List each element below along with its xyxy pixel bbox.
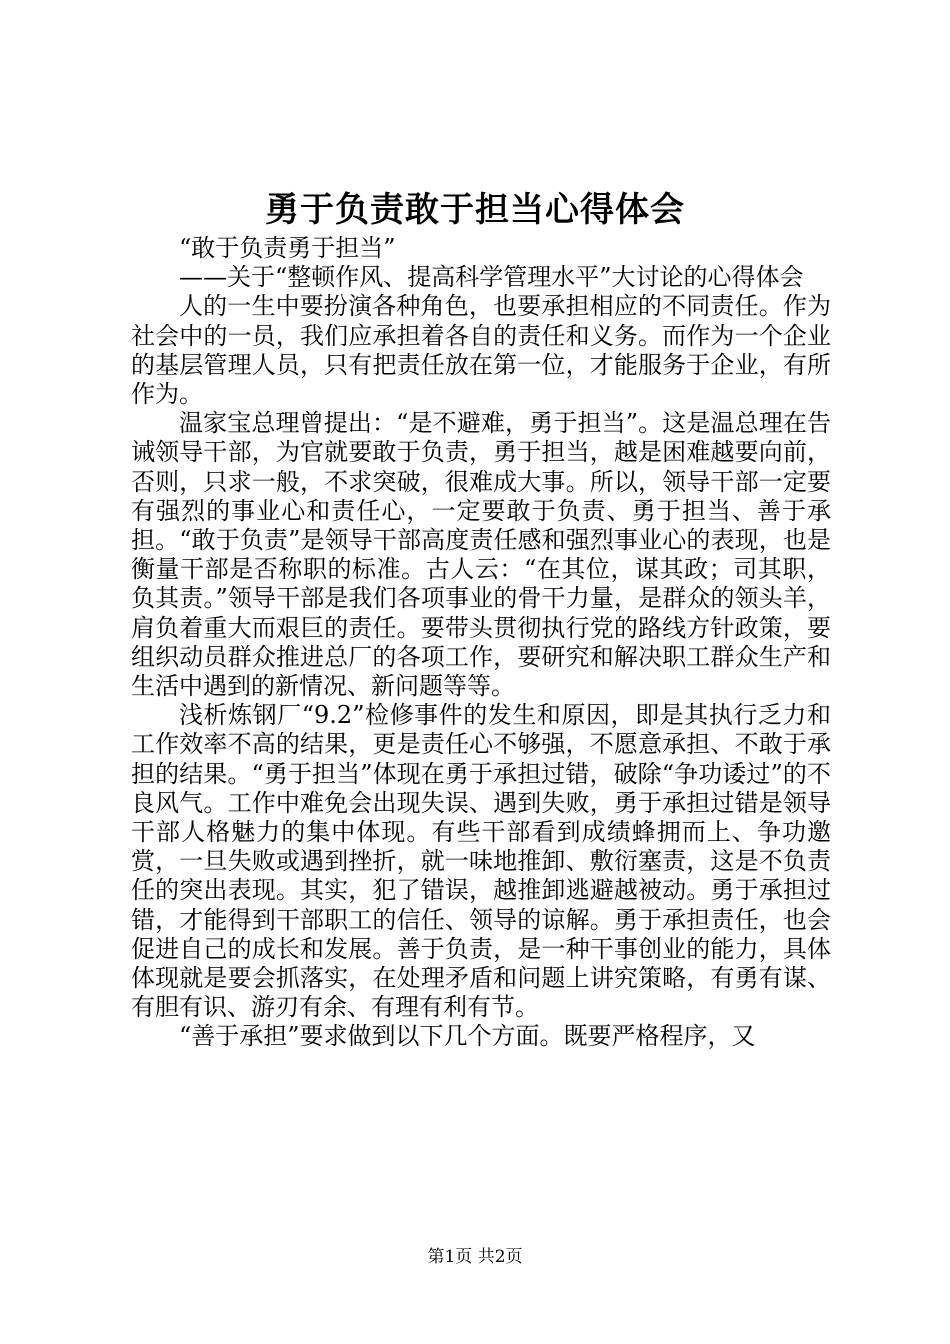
subtitle-quote: “敢于负责勇于担当” xyxy=(179,234,396,262)
paragraph-3: 浅析炼钢厂“9.2”检修事件的发生和原因，即是其执行乏力和工作效率不高的结果，更是责任心不够强，不愿意承担、不敢于承担的结果。“勇于担当”体现在勇于承担过错，破除“争功诿过”的不良风气。工作中难免会出现失误、遇到失败，勇于承担过错是领导干部人格魅力的集中体现。有些干部看到成绩蜂拥而上、争功邀赏，一旦失败或遇到挫折，就一味地推卸、敷衍塞责，这是不负责任的突出表现。其实，犯了错误，越推卸逃避越被动。勇于承担过错，才能得到干部职工的信任、领导的谅解。勇于承担责任，也会促进自己的成长和发展。善于负责，是一种干事创业的能力，具体体现就是要会抓落实，在处理矛盾和问题上讲究策略，有勇有谋、有胆有识、游刃有余、有理有利有节。 xyxy=(131,701,831,1022)
paragraph-1: 人的一生中要扮演各种角色，也要承担相应的不同责任。作为社会中的一员，我们应承担着各自的责任和义务。而作为一个企业的基层管理人员，只有把责任放在第一位，才能服务于企业，有所作为。 xyxy=(131,292,831,409)
document-title: 勇于负责敢于担当心得体会 xyxy=(265,190,685,230)
page-footer: 第1页 共2页 xyxy=(427,1247,523,1267)
document-body xyxy=(131,234,831,1052)
paragraph-2: 温家宝总理曾提出：“是不避难，勇于担当”。这是温总理在告诫领导干部，为官就要敢于负责，勇于担当，越是困难越要向前，否则，只求一般，不求突破，很难成大事。所以，领导干部一定要有强烈的事业心和责任心，一定要敢于负责、勇于担当、善于承担。“敢于负责”是领导干部高度责任感和强烈事业心的表现，也是衡量干部是否称职的标准。古人云：“在其位，谋其政；司其职，负其责。”领导干部是我们各项事业的骨干力量，是群众的领头羊，肩负着重大而艰巨的责任。要带头贯彻执行党的路线方针政策，要组织动员群众推进总厂的各项工作，要研究和解决职工群众生产和生活中遇到的新情况、新问题等等。 xyxy=(131,409,831,701)
subtitle-line: ——关于“整顿作风、提高科学管理水平”大讨论的心得体会 xyxy=(179,263,804,292)
paragraph-4: “善于承担”要求做到以下几个方面。既要严格程序，又 xyxy=(179,1022,756,1051)
